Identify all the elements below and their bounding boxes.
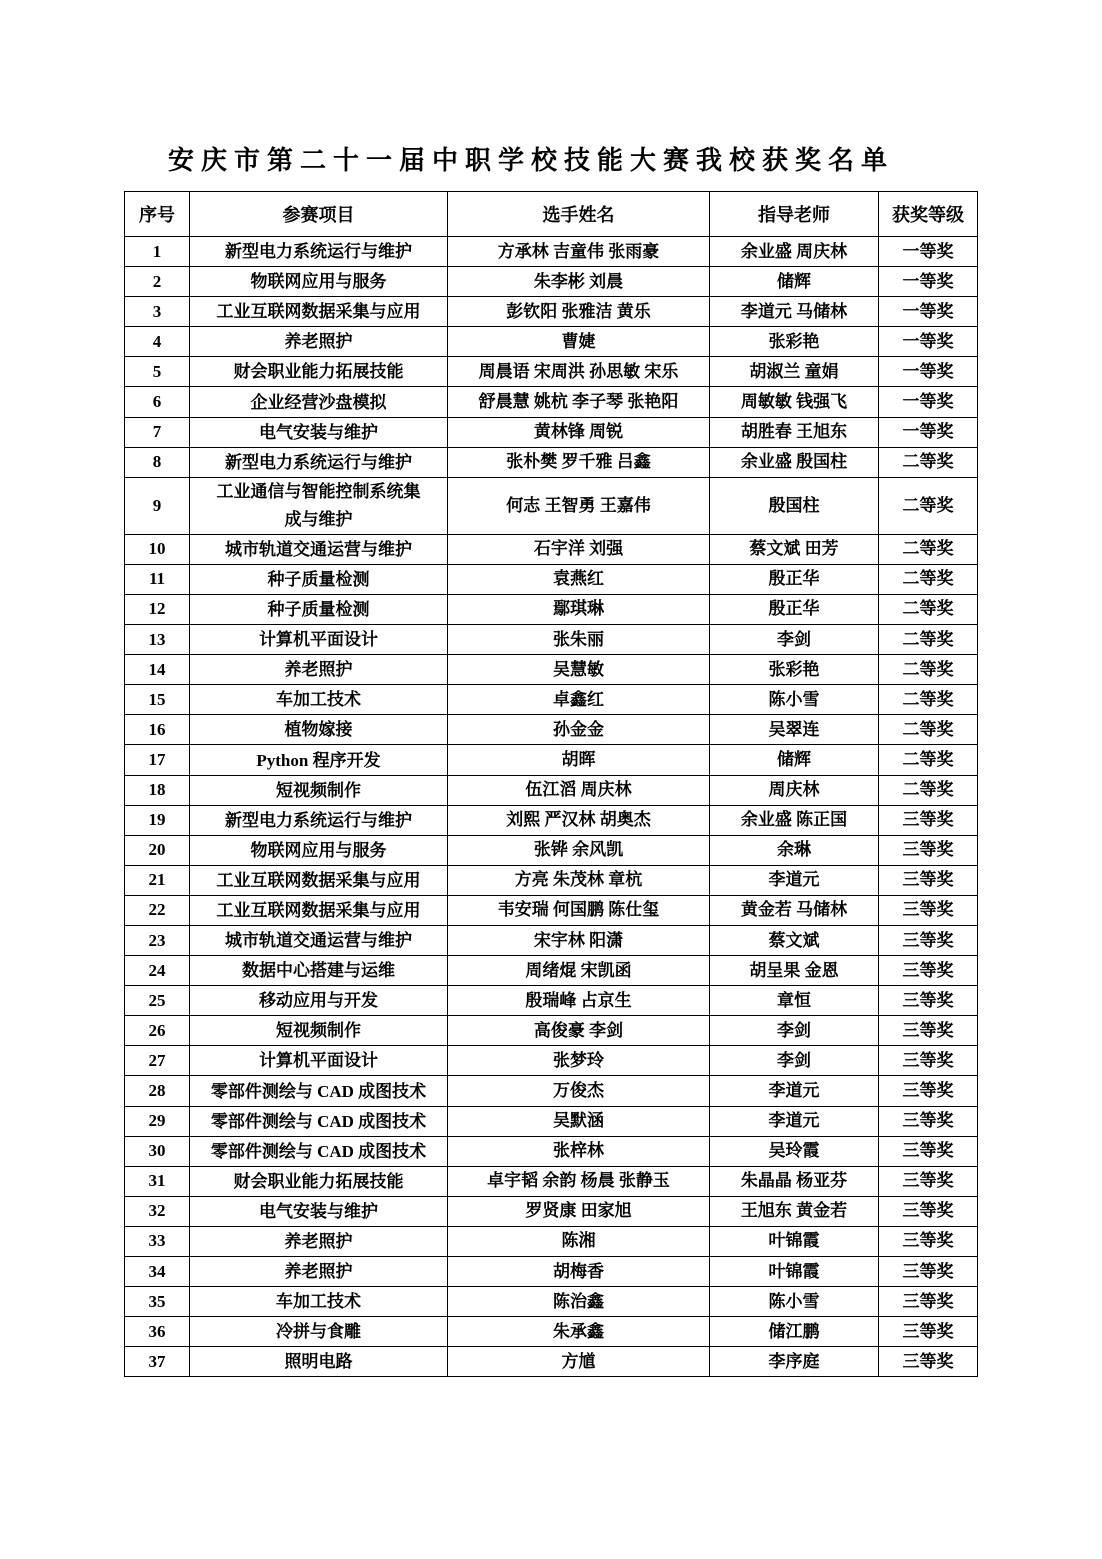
cell-award: 二等奖 — [879, 594, 978, 624]
cell-award: 一等奖 — [879, 417, 978, 447]
cell-instructors: 吴玲霞 — [710, 1136, 879, 1166]
cell-event — [190, 895, 448, 925]
cell-award: 三等奖 — [879, 1257, 978, 1287]
cell-event — [190, 805, 448, 835]
event-name: 冷拼与食雕 — [276, 1322, 361, 1342]
cell-instructors: 陈小雪 — [710, 685, 879, 715]
event-name: 新型电力系统运行与维护 — [225, 810, 412, 830]
cell-event — [190, 1136, 448, 1166]
cell-contestants: 彭钦阳 张雅洁 黄乐 — [448, 297, 710, 327]
cell-index: 10 — [125, 534, 190, 564]
table-row — [125, 1016, 978, 1046]
cell-award: 一等奖 — [879, 357, 978, 387]
event-name: 计算机平面设计 — [259, 1051, 378, 1071]
table-row — [125, 477, 978, 534]
cell-contestants: 胡晖 — [448, 745, 710, 775]
event-name: 财会职业能力拓展技能 — [233, 1171, 404, 1191]
event-name: 工业互联网数据采集与应用 — [216, 900, 421, 920]
cell-instructors: 胡淑兰 童娟 — [710, 357, 879, 387]
cell-contestants: 宋宇林 阳潇 — [448, 925, 710, 955]
cell-index: 3 — [125, 297, 190, 327]
cell-index: 7 — [125, 417, 190, 447]
cell-index: 28 — [125, 1076, 190, 1106]
cell-index: 26 — [125, 1016, 190, 1046]
table-row — [125, 1287, 978, 1317]
cell-event — [190, 715, 448, 745]
event-name: 种子质量检测 — [267, 600, 370, 620]
cell-award: 三等奖 — [879, 1347, 978, 1377]
table-row — [125, 1136, 978, 1166]
cell-contestants: 何志 王智勇 王嘉伟 — [448, 477, 710, 534]
cell-index: 14 — [125, 655, 190, 685]
cell-contestants: 陈湘 — [448, 1226, 710, 1256]
event-name: 种子质量检测 — [267, 569, 370, 589]
event-name: 电气安装与维护 — [259, 422, 378, 442]
cell-contestants: 朱承鑫 — [448, 1317, 710, 1347]
cell-index: 23 — [125, 925, 190, 955]
table-header — [125, 192, 978, 237]
cell-event — [190, 267, 448, 297]
cell-event — [190, 387, 448, 417]
event-name: 电气安装与维护 — [259, 1201, 378, 1221]
event-name: 新型电力系统运行与维护 — [225, 452, 412, 472]
cell-instructors: 周庆林 — [710, 775, 879, 805]
cell-event — [190, 1016, 448, 1046]
table-row — [125, 447, 978, 477]
cell-instructors: 李剑 — [710, 1046, 879, 1076]
cell-contestants: 张梓林 — [448, 1136, 710, 1166]
cell-contestants: 张梦玲 — [448, 1046, 710, 1076]
event-name: 城市轨道交通运营与维护 — [225, 539, 412, 559]
event-name: 养老照护 — [284, 1262, 353, 1282]
cell-instructors: 李剑 — [710, 625, 879, 655]
cell-instructors: 余业盛 殷国柱 — [710, 447, 879, 477]
cell-index: 8 — [125, 447, 190, 477]
cell-event — [190, 1106, 448, 1136]
cell-event — [190, 447, 448, 477]
cell-award: 二等奖 — [879, 534, 978, 564]
event-name: 计算机平面设计 — [259, 630, 378, 650]
event-name: 财会职业能力拓展技能 — [233, 362, 404, 382]
table-row — [125, 1226, 978, 1256]
table-row — [125, 564, 978, 594]
table-row — [125, 775, 978, 805]
table-row — [125, 715, 978, 745]
cell-index: 18 — [125, 775, 190, 805]
cell-award: 三等奖 — [879, 835, 978, 865]
cell-index: 37 — [125, 1347, 190, 1377]
cell-index: 24 — [125, 956, 190, 986]
cell-award: 一等奖 — [879, 297, 978, 327]
cell-instructors: 蔡文斌 田芳 — [710, 534, 879, 564]
table-row — [125, 835, 978, 865]
cell-award: 三等奖 — [879, 1166, 978, 1196]
table-row — [125, 986, 978, 1016]
event-name: 养老照护 — [284, 1232, 353, 1251]
cell-instructors: 李道元 — [710, 865, 879, 895]
table-row — [125, 297, 978, 327]
cell-index: 32 — [125, 1196, 190, 1226]
cell-event — [190, 956, 448, 986]
cell-contestants: 韦安瑞 何国鹏 陈仕玺 — [448, 895, 710, 925]
cell-event — [190, 1317, 448, 1347]
table-row — [125, 267, 978, 297]
cell-index: 25 — [125, 986, 190, 1016]
table-row — [125, 805, 978, 835]
cell-contestants: 张朴樊 罗千雅 吕鑫 — [448, 447, 710, 477]
cell-contestants: 刘熙 严汉林 胡奥杰 — [448, 805, 710, 835]
table-row — [125, 387, 978, 417]
cell-instructors: 张彩艳 — [710, 655, 879, 685]
table-row — [125, 1196, 978, 1226]
event-name: 移动应用与开发 — [259, 991, 378, 1011]
cell-instructors: 王旭东 黄金若 — [710, 1196, 879, 1226]
cell-instructors: 李序庭 — [710, 1347, 879, 1377]
cell-contestants: 方亮 朱茂林 章杭 — [448, 865, 710, 895]
cell-instructors: 张彩艳 — [710, 327, 879, 357]
cell-award: 三等奖 — [879, 1106, 978, 1136]
cell-event — [190, 655, 448, 685]
cell-award: 三等奖 — [879, 1226, 978, 1256]
header-cell-event: 参赛项目 — [190, 192, 448, 237]
cell-event — [190, 417, 448, 447]
cell-contestants: 吴默涵 — [448, 1106, 710, 1136]
cell-index: 33 — [125, 1226, 190, 1256]
cell-index: 21 — [125, 865, 190, 895]
cell-event — [190, 835, 448, 865]
cell-award: 三等奖 — [879, 805, 978, 835]
cell-event — [190, 1226, 448, 1256]
event-name: 城市轨道交通运营与维护 — [225, 931, 412, 951]
cell-contestants: 鄢琪琳 — [448, 594, 710, 624]
cell-instructors: 陈小雪 — [710, 1287, 879, 1317]
page-title: 安庆市第二十一届中职学校技能大赛我校获奖名单 — [168, 145, 895, 175]
event-name: 短视频制作 — [276, 1021, 361, 1041]
table-row — [125, 327, 978, 357]
cell-index: 36 — [125, 1317, 190, 1347]
cell-contestants: 周绪焜 宋凯函 — [448, 956, 710, 986]
cell-award: 二等奖 — [879, 625, 978, 655]
cell-award: 三等奖 — [879, 895, 978, 925]
cell-index: 19 — [125, 805, 190, 835]
cell-contestants: 罗贤康 田家旭 — [448, 1196, 710, 1226]
cell-contestants: 方馗 — [448, 1347, 710, 1377]
cell-award: 三等奖 — [879, 865, 978, 895]
cell-award: 一等奖 — [879, 237, 978, 267]
cell-award: 二等奖 — [879, 775, 978, 805]
cell-event — [190, 237, 448, 267]
cell-award: 三等奖 — [879, 1046, 978, 1076]
event-name: 车加工技术 — [276, 1292, 361, 1312]
cell-index: 6 — [125, 387, 190, 417]
cell-index: 15 — [125, 685, 190, 715]
event-name: 新型电力系统运行与维护 — [225, 242, 412, 262]
cell-instructors: 殷正华 — [710, 564, 879, 594]
cell-event — [190, 594, 448, 624]
table-row — [125, 417, 978, 447]
event-name: 零部件测绘与 CAD 成图技术 — [210, 1141, 427, 1161]
cell-event — [190, 925, 448, 955]
cell-award: 三等奖 — [879, 1016, 978, 1046]
cell-contestants: 胡梅香 — [448, 1257, 710, 1287]
cell-event — [190, 534, 448, 564]
cell-instructors: 叶锦霞 — [710, 1257, 879, 1287]
cell-award: 三等奖 — [879, 925, 978, 955]
event-name: 植物嫁接 — [284, 720, 353, 740]
cell-instructors: 余琳 — [710, 835, 879, 865]
cell-contestants: 石宇洋 刘强 — [448, 534, 710, 564]
table-row — [125, 1347, 978, 1377]
cell-index: 9 — [125, 477, 190, 534]
cell-event — [190, 1287, 448, 1317]
cell-instructors: 章恒 — [710, 986, 879, 1016]
cell-instructors: 殷国柱 — [710, 477, 879, 534]
cell-index: 31 — [125, 1166, 190, 1196]
cell-contestants: 卓鑫红 — [448, 685, 710, 715]
cell-award: 三等奖 — [879, 1076, 978, 1106]
cell-event — [190, 745, 448, 775]
event-name: 数据中心搭建与运维 — [242, 961, 395, 981]
cell-index: 27 — [125, 1046, 190, 1076]
event-name: Python 程序开发 — [256, 750, 381, 770]
cell-instructors: 朱晶晶 杨亚芬 — [710, 1166, 879, 1196]
cell-instructors: 胡胜春 王旭东 — [710, 417, 879, 447]
cell-event — [190, 297, 448, 327]
table-row — [125, 534, 978, 564]
event-name: 车加工技术 — [276, 690, 361, 710]
cell-instructors: 殷正华 — [710, 594, 879, 624]
cell-award: 二等奖 — [879, 564, 978, 594]
cell-index: 35 — [125, 1287, 190, 1317]
cell-instructors: 余业盛 周庆林 — [710, 237, 879, 267]
cell-instructors: 余业盛 陈正国 — [710, 805, 879, 835]
header-cell-instructors: 指导老师 — [710, 192, 879, 237]
cell-index: 1 — [125, 237, 190, 267]
cell-award: 三等奖 — [879, 1317, 978, 1347]
table-row — [125, 594, 978, 624]
table-row — [125, 1106, 978, 1136]
event-name: 工业通信与智能控制系统集成与维护 — [216, 481, 421, 529]
table-row — [125, 865, 978, 895]
table-row — [125, 655, 978, 685]
cell-award: 一等奖 — [879, 387, 978, 417]
cell-event — [190, 685, 448, 715]
cell-instructors: 李道元 — [710, 1076, 879, 1106]
cell-index: 29 — [125, 1106, 190, 1136]
event-name: 企业经营沙盘模拟 — [250, 392, 387, 412]
cell-instructors: 储江鹏 — [710, 1317, 879, 1347]
table-row — [125, 925, 978, 955]
header-cell-contestants: 选手姓名 — [448, 192, 710, 237]
cell-contestants: 万俊杰 — [448, 1076, 710, 1106]
cell-award: 二等奖 — [879, 655, 978, 685]
cell-award: 三等奖 — [879, 1196, 978, 1226]
cell-contestants: 舒晨慧 姚杭 李子琴 张艳阳 — [448, 387, 710, 417]
cell-instructors: 黄金若 马储林 — [710, 895, 879, 925]
table-row — [125, 1257, 978, 1287]
table-row — [125, 685, 978, 715]
cell-instructors: 吴翠连 — [710, 715, 879, 745]
cell-index: 20 — [125, 835, 190, 865]
cell-index: 2 — [125, 267, 190, 297]
table-row — [125, 1317, 978, 1347]
cell-instructors: 胡呈果 金恩 — [710, 956, 879, 986]
table-row — [125, 1166, 978, 1196]
cell-contestants: 周晨语 宋周洪 孙思敏 宋乐 — [448, 357, 710, 387]
cell-contestants: 朱李彬 刘晨 — [448, 267, 710, 297]
cell-event — [190, 1166, 448, 1196]
cell-contestants: 袁燕红 — [448, 564, 710, 594]
cell-index: 13 — [125, 625, 190, 655]
cell-event — [190, 1196, 448, 1226]
cell-award: 三等奖 — [879, 1287, 978, 1317]
cell-event — [190, 477, 448, 534]
cell-award: 三等奖 — [879, 1136, 978, 1166]
cell-index: 5 — [125, 357, 190, 387]
cell-index: 12 — [125, 594, 190, 624]
table-row — [125, 745, 978, 775]
cell-contestants: 张朱丽 — [448, 625, 710, 655]
event-name: 工业互联网数据采集与应用 — [216, 870, 421, 890]
table-row — [125, 625, 978, 655]
table-row — [125, 357, 978, 387]
cell-award: 二等奖 — [879, 745, 978, 775]
cell-event — [190, 775, 448, 805]
cell-event — [190, 865, 448, 895]
event-name: 短视频制作 — [276, 780, 361, 800]
cell-contestants: 卓宇韬 余韵 杨晨 张静玉 — [448, 1166, 710, 1196]
cell-event — [190, 1076, 448, 1106]
cell-contestants: 吴慧敏 — [448, 655, 710, 685]
cell-award: 三等奖 — [879, 986, 978, 1016]
cell-event — [190, 327, 448, 357]
cell-event — [190, 986, 448, 1016]
cell-index: 4 — [125, 327, 190, 357]
table-row — [125, 237, 978, 267]
cell-award: 二等奖 — [879, 477, 978, 534]
cell-award: 二等奖 — [879, 447, 978, 477]
header-row — [125, 192, 978, 237]
cell-contestants: 张铧 余风凯 — [448, 835, 710, 865]
cell-event — [190, 1347, 448, 1377]
cell-index: 17 — [125, 745, 190, 775]
table-row — [125, 1046, 978, 1076]
cell-instructors: 叶锦霞 — [710, 1226, 879, 1256]
event-name: 养老照护 — [284, 660, 353, 680]
cell-instructors: 储辉 — [710, 267, 879, 297]
cell-instructors: 储辉 — [710, 745, 879, 775]
event-name: 照明电路 — [284, 1352, 353, 1372]
event-name: 零部件测绘与 CAD 成图技术 — [210, 1081, 427, 1101]
cell-award: 二等奖 — [879, 715, 978, 745]
cell-instructors: 李道元 — [710, 1106, 879, 1136]
cell-instructors: 李道元 马储林 — [710, 297, 879, 327]
cell-event — [190, 564, 448, 594]
event-name: 物联网应用与服务 — [250, 272, 387, 292]
cell-award: 一等奖 — [879, 267, 978, 297]
table-row — [125, 956, 978, 986]
event-name: 零部件测绘与 CAD 成图技术 — [210, 1111, 427, 1131]
cell-index: 34 — [125, 1257, 190, 1287]
cell-instructors: 李剑 — [710, 1016, 879, 1046]
event-name: 物联网应用与服务 — [250, 840, 387, 860]
cell-instructors: 周敏敏 钱强飞 — [710, 387, 879, 417]
cell-event — [190, 357, 448, 387]
table-row — [125, 895, 978, 925]
cell-event — [190, 1046, 448, 1076]
cell-contestants: 高俊豪 李剑 — [448, 1016, 710, 1046]
cell-contestants: 曹婕 — [448, 327, 710, 357]
cell-index: 16 — [125, 715, 190, 745]
cell-event — [190, 625, 448, 655]
cell-award: 二等奖 — [879, 685, 978, 715]
cell-index: 30 — [125, 1136, 190, 1166]
table-body — [125, 237, 978, 1377]
cell-contestants: 方承林 吉童伟 张雨豪 — [448, 237, 710, 267]
cell-award: 一等奖 — [879, 327, 978, 357]
cell-index: 22 — [125, 895, 190, 925]
cell-contestants: 陈治鑫 — [448, 1287, 710, 1317]
event-name: 养老照护 — [284, 332, 353, 352]
header-cell-index: 序号 — [125, 192, 190, 237]
cell-award: 三等奖 — [879, 956, 978, 986]
header-cell-award: 获奖等级 — [879, 192, 978, 237]
table-row — [125, 1076, 978, 1106]
cell-contestants: 殷瑞峰 占京生 — [448, 986, 710, 1016]
cell-index: 11 — [125, 564, 190, 594]
cell-contestants: 伍江滔 周庆林 — [448, 775, 710, 805]
cell-event — [190, 1257, 448, 1287]
cell-instructors: 蔡文斌 — [710, 925, 879, 955]
event-name: 工业互联网数据采集与应用 — [216, 302, 421, 322]
cell-contestants: 黄林锋 周锐 — [448, 417, 710, 447]
cell-contestants: 孙金金 — [448, 715, 710, 745]
awards-table — [124, 191, 978, 1377]
